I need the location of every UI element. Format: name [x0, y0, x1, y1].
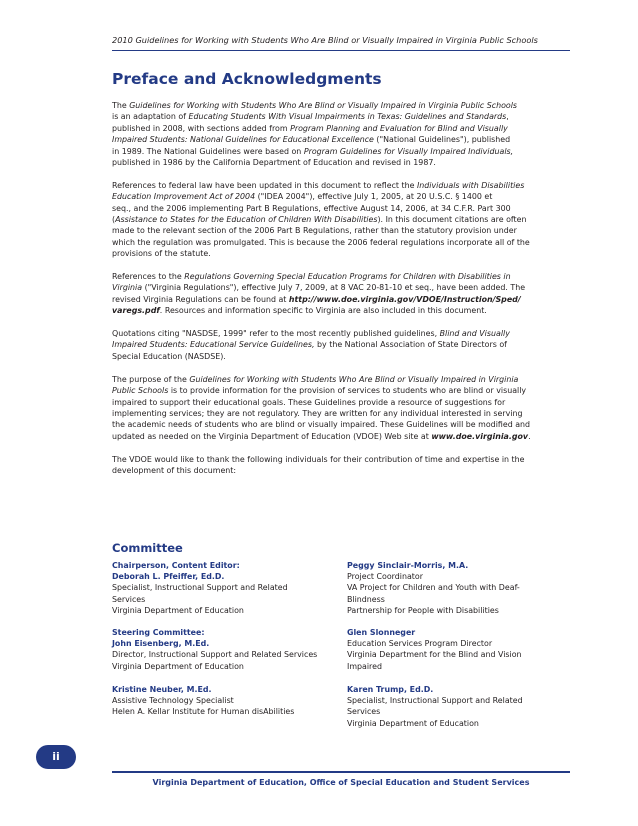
text-run: seq., and the 2006 implementing Part B Regulations, effective August 14, 2006, at 34 C.F.R. Part 300 [112, 203, 511, 213]
member-detail: Partnership for People with Disabilities [347, 605, 499, 615]
committee-heading: Committee [112, 541, 183, 555]
vdoe-website-link[interactable]: www.doe.virginia.gov [431, 431, 529, 441]
assistance-title: Assistance to States for the Education of Children With Disabilities [115, 215, 378, 225]
text-run: The VDOE would like to thank the following individuals for their contribution of time and expertise in the [112, 454, 525, 464]
text-run: ("Virginia Regulations"), effective July 7, 2009, at 8 VAC 20-81-10 et seq., have been added. The [142, 283, 526, 293]
regulations-title: Regulations Governing Special Education Programs for Children with Disabilities in [184, 272, 511, 282]
text-run: ("National Guidelines"), published [373, 135, 511, 145]
member-name: Glen Slonneger [347, 628, 416, 637]
text-run: is to provide information for the provision of services to students who are blind or visually [168, 386, 527, 396]
text-run: ( [112, 215, 116, 225]
member-detail: Specialist, Instructional Support and Related [347, 696, 523, 706]
text-run: References to federal law have been updated in this document to reflect the [112, 180, 417, 190]
text-run: development of this document: [112, 465, 237, 475]
member-detail: Impaired [347, 661, 382, 671]
text-run: published in 1986 by the California Department of Education and revised in 1987. [112, 158, 436, 168]
text-run: impaired to support their educational goals. These Guidelines provide a resource of suggestions for [112, 397, 506, 407]
regulations-link[interactable]: http://www.doe.virginia.gov/VDOE/Instruction/Sped/ [288, 294, 521, 304]
header-divider [112, 50, 570, 51]
member-detail: Helen A. Kellar Institute for Human disAbilities [112, 707, 295, 717]
member-name: Peggy Sinclair-Morris, M.A. [347, 561, 469, 570]
member-detail: Services [112, 594, 146, 604]
member-detail: Assistive Technology Specialist [112, 696, 234, 706]
guidelines-title-cont: Public Schools [112, 386, 169, 396]
text-run: updated as needed on the Virginia Department of Education (VDOE) Web site at [112, 431, 432, 441]
committee-member [347, 560, 520, 616]
text-run: which the regulation was promulgated. This is because the 2006 federal regulations incorporate all of the [112, 237, 530, 247]
member-name: John Eisenberg, M.Ed. [112, 639, 210, 649]
text-run: by the National Association of State Directors of [314, 340, 507, 350]
preface-body [112, 100, 574, 488]
texas-title: Educating Students With Visual Impairments in Texas: Guidelines and Standards [188, 112, 507, 122]
idea-title-cont: Education Improvement Act of 2004 [112, 192, 256, 202]
guidelines-title: Guidelines for Working with Students Who Are Blind or Visually Impaired in Virginia [189, 374, 519, 384]
page-number-badge: ii [36, 745, 76, 769]
member-detail: Specialist, Instructional Support and Related [112, 583, 288, 593]
text-run: provisions of the statute. [112, 249, 211, 259]
program-guidelines-title: Program Guidelines for Visually Impaired Individuals, [303, 146, 514, 156]
member-detail: Virginia Department for the Blind and Vision [347, 650, 522, 660]
text-run: ("IDEA 2004"), effective July 1, 2005, at 20 U.S.C. § 1400 et [255, 192, 493, 202]
regulations-title-cont: Virginia [112, 283, 143, 293]
text-run: the academic needs of students who are blind or visually impaired. These Guidelines will be modified and [112, 420, 531, 430]
text-run: in 1989. The National Guidelines were based on [112, 146, 304, 156]
member-detail: Virginia Department of Education [112, 605, 244, 615]
text-run: ). In this document citations are often [377, 215, 527, 225]
committee-member [112, 684, 352, 718]
text-run: The purpose of the [112, 374, 190, 384]
text-run: published in 2008, with sections added from [112, 123, 291, 133]
text-run: is an adaptation of [112, 112, 189, 122]
text-run: . [528, 431, 531, 441]
footer-divider [112, 771, 570, 773]
committee-member [112, 560, 288, 616]
member-detail: Services [347, 707, 381, 717]
paragraph-virginia-regulations [112, 271, 574, 317]
member-name: Deborah L. Pfeiffer, Ed.D. [112, 572, 225, 582]
member-role: Steering Committee: [112, 628, 205, 637]
committee-member [112, 627, 352, 672]
member-name: Karen Trump, Ed.D. [347, 685, 434, 694]
member-name: Kristine Neuber, M.Ed. [112, 685, 212, 694]
text-run: Quotations citing "NASDSE, 1999" refer to the most recently published guidelines, [112, 329, 440, 339]
regulations-link-cont[interactable]: varegs.pdf [112, 306, 160, 316]
nasdse-title-cont: Impaired Students: Educational Service Guidelines, [112, 340, 315, 350]
member-detail: Virginia Department of Education [347, 718, 479, 728]
paragraph-nasdse [112, 328, 574, 362]
committee-member [347, 684, 523, 729]
member-detail: VA Project for Children and Youth with Deaf- [347, 583, 520, 593]
text-run: , [506, 112, 509, 122]
text-run: revised Virginia Regulations can be found at [112, 294, 289, 304]
text-run: References to the [112, 272, 185, 282]
program-planning-title: Program Planning and Evaluation for Blind and Visually [290, 123, 508, 133]
text-run: made to the relevant section of the 2006 Part B Regulations, rather than the statutory provision under [112, 226, 517, 236]
member-role: Chairperson, Content Editor: [112, 561, 240, 570]
paragraph-purpose [112, 374, 574, 442]
page-title: Preface and Acknowledgments [112, 70, 382, 88]
nasdse-title: Blind and Visually [439, 329, 510, 339]
text-run: . Resources and information specific to Virginia are also included in this document. [159, 306, 487, 316]
running-header: 2010 Guidelines for Working with Students Who Are Blind or Visually Impaired in Virginia Public Schools [112, 35, 538, 45]
idea-title: Individuals with Disabilities [416, 180, 525, 190]
paragraph-federal-law [112, 180, 574, 260]
member-detail: Education Services Program Director [347, 639, 493, 649]
text-run: Special Education (NASDSE). [112, 351, 226, 361]
guidelines-title: Guidelines for Working with Students Who Are Blind or Visually Impaired in Virginia Public Schools [129, 101, 518, 110]
footer-text: Virginia Department of Education, Office of Special Education and Student Services [152, 778, 530, 787]
paragraph-adaptation [112, 100, 574, 168]
national-guidelines-title: Impaired Students: National Guidelines for Educational Excellence [112, 135, 374, 145]
member-detail: Project Coordinator [347, 572, 423, 582]
paragraph-thanks [112, 454, 574, 477]
text-run: implementing services; they are not regulatory. They are written for any individual interested in serving [112, 408, 523, 418]
committee-member [347, 627, 522, 672]
member-detail: Director, Instructional Support and Related Services [112, 650, 318, 660]
member-detail: Virginia Department of Education [112, 661, 244, 671]
text-run: The [112, 101, 130, 110]
member-detail: Blindness [347, 594, 385, 604]
